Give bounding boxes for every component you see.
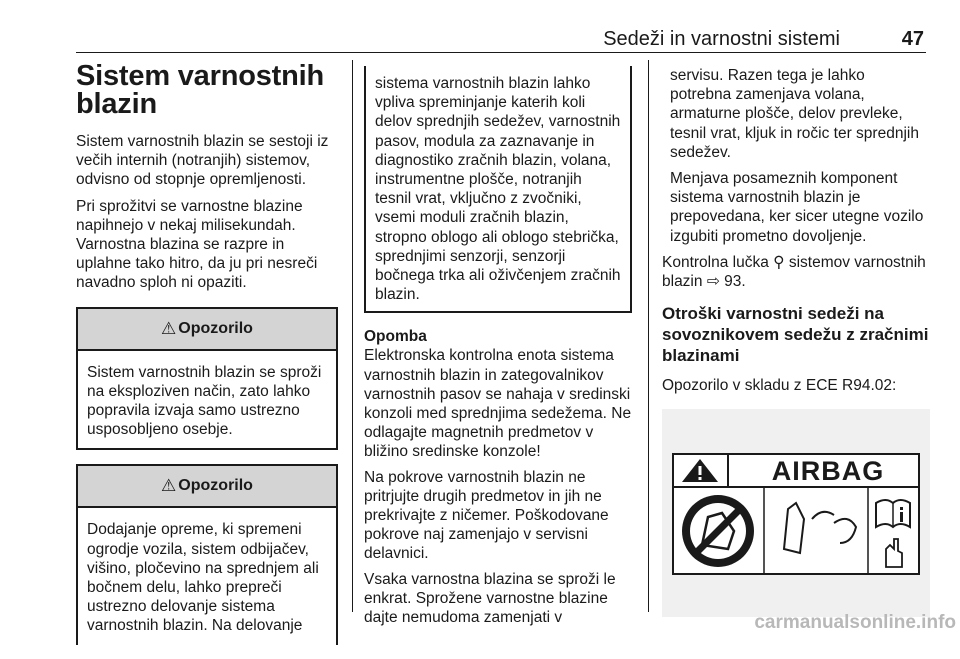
page-header: [76, 28, 926, 52]
column-divider-1: [352, 60, 353, 612]
continued-paragraph: servisu. Razen tega je lahko potrebna zamenjava volana, armaturne plošče, delov prevleke, tesnil vrat, kljuk in ročic ter sprednjih sedežev.: [670, 67, 919, 161]
column-2: [364, 66, 632, 633]
warning-box-1: [76, 307, 338, 451]
airbag-lamp-icon: ⚲: [773, 253, 785, 271]
watermark-text: carmanualsonline.info: [754, 612, 956, 633]
page-ref-arrow-icon: ⇨: [706, 273, 720, 291]
ece-paragraph: Opozorilo v skladu z ECE R94.02:: [662, 377, 897, 395]
airbag-label-word: AIRBAG: [771, 456, 885, 487]
warning-title: Opozorilo: [178, 477, 253, 495]
warning-text: Sistem varnostnih blazin se sproži na eksploziven način, zato lahko popravila izvaja samo ustrezno usposobljeno osebje.: [87, 363, 322, 439]
subsection-heading: Otroški varnostni sedeži na sovoznikovem sedežu z zračnimi blazinami: [662, 304, 929, 366]
note-paragraph: Elektronska kontrolna enota sistema varnostnih blazin in zategovalnikov varnostnih pasov se nahaja v sredinski konzoli med sprednjima sedežema. Ne odlagajte magnetnih predmetov v bližino sredinske konzole!: [364, 347, 632, 461]
note-paragraph: Vsaka varnostna blazina se sproži le enkrat. Sprožene varnostne blazine dajte nemudoma zamenjati v: [364, 570, 616, 627]
section-title: Sedeži in varnostni sistemi: [603, 28, 840, 50]
warning-header: [78, 466, 336, 508]
warning-text: Dodajanje opreme, ki spremeni ogrodje vozila, sistem odbijačev, višino, pločevino na sprednjem ali bočnem delu, lahko prepreči ustrezno delovanje sistema varnostnih blazin. Na delovanje: [87, 521, 319, 635]
page-number: 47: [901, 28, 924, 50]
warning-box-2: [76, 464, 338, 644]
airbag-warning-label-illustration: [662, 409, 930, 617]
warning-title: Opozorilo: [178, 319, 253, 337]
deploy-paragraph: Pri sprožitvi se varnostne blazine napihnejo v nekaj milisekundah. Varnostna blazina se razpre in uplahne tako hitro, da ju pri nesreči navadno sploh ni opaziti.: [76, 197, 318, 292]
note-section: [364, 327, 632, 627]
warning-triangle-icon: ⚠: [161, 476, 177, 496]
note-paragraph: Na pokrove varnostnih blazin ne pritrjujte drugih predmetov in jih ne prekrivajte z ničemer. Poškodovane pokrove naj zamenjajo v servisni delavnici.: [364, 468, 609, 563]
note-title: Opomba: [364, 328, 427, 346]
warning-header: [78, 309, 336, 351]
continued-text: [662, 66, 930, 246]
continued-paragraph: Menjava posameznih komponent sistema varnostnih blazin je prepovedana, ker sicer utegne vozilo izgubiti prometno dovoljenje.: [670, 170, 924, 245]
column-divider-2: [648, 60, 649, 612]
section-heading: Sistem varnostnih blazin: [76, 60, 324, 120]
warning-triangle-icon: ⚠: [161, 318, 177, 338]
column-3: [662, 66, 930, 617]
control-lamp-prefix: Kontrolna lučka: [662, 253, 769, 271]
intro-paragraph: Sistem varnostnih blazin se sestoji iz večih internih (notranjih) sistemov, odvisno od stopnje opremljenosti.: [76, 133, 329, 189]
warning-box-2-continued: sistema varnostnih blazin lahko vpliva spreminjanje katerih koli delov sprednjih sedežev, varnostnih pasov, modula za zaznavanje in diagnostiko zračnih blazin, volana, instrumentne plošče, notranjih tesnil vrat, vključno z zvočniki, vsemi moduli zračnih blazin, stropno oblogo ali oblogo stebrička, sprednjimi senzorji, senzorji bočnega trka ali oživčenjem zračnih blazin.: [364, 66, 632, 313]
control-lamp-suffix: sistemov varnostnih blazin: [662, 253, 926, 291]
page-reference-link[interactable]: 93.: [724, 273, 746, 291]
header-rule: [76, 52, 926, 53]
control-lamp-paragraph: [662, 253, 930, 291]
column-1: [76, 62, 338, 659]
